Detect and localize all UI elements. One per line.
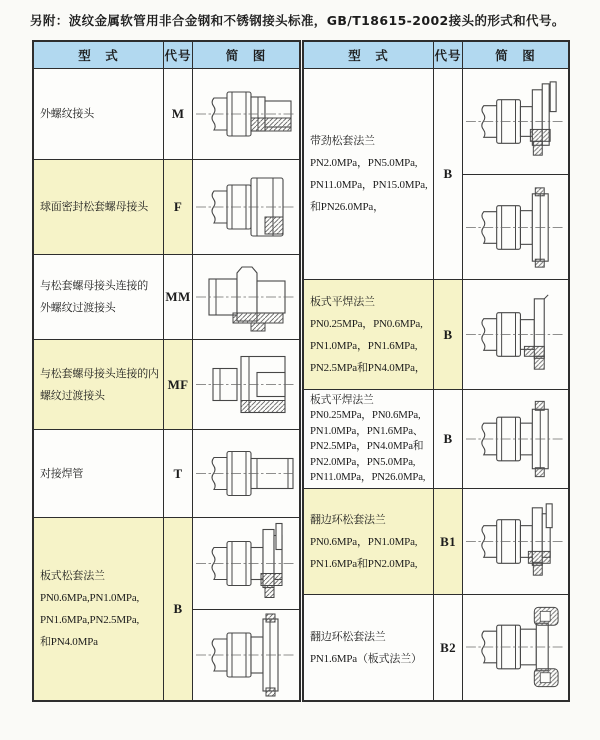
fitting-code-cell: B [434, 280, 463, 389]
fitting-type-text: 对接焊管 [40, 467, 84, 480]
table-row [304, 489, 568, 595]
neck-loose-flange-down-diagram [463, 174, 568, 279]
fitting-code-cell: F [164, 160, 193, 254]
table-row [34, 160, 299, 255]
table-row [34, 255, 299, 340]
fitting-type-text: PN11.0MPa，PN26.0MPa, [310, 471, 426, 483]
fitting-type-text: 与松套螺母接头连接的 [40, 280, 148, 292]
fitting-code-cell: B1 [434, 489, 463, 594]
table-row [304, 69, 568, 280]
fitting-type-text: 球面密封松套螺母接头 [40, 201, 148, 213]
fitting-type-text: PN2.0MPa，PN5.0MPa, [310, 157, 418, 169]
fitting-type-text: PN1.6MPa和PN2.0MPa, [310, 557, 418, 570]
fitting-diagram-cell [463, 595, 568, 700]
male-thread-joint-diagram [193, 69, 299, 159]
fitting-type-text: PN2.0MPa，PN5.0MPa, [310, 455, 416, 468]
fitting-type-text: PN1.0MPa，PN1.6MPa, [310, 339, 418, 352]
fittings-table-left [32, 40, 301, 702]
fitting-code-cell: T [164, 430, 193, 517]
fitting-type-text: 外螺纹过渡接头 [40, 302, 116, 314]
fitting-type-text: PN1.0MPa，PN1.6MPa、 [310, 424, 424, 437]
fitting-diagram-cell [463, 69, 568, 279]
table-row [34, 340, 299, 430]
table-row [304, 280, 568, 390]
fitting-type-cell [304, 390, 434, 488]
plate-weld-flange-diagram [463, 280, 568, 389]
table-row [304, 390, 568, 489]
column-header-type: 型 式 [304, 42, 434, 68]
fitting-type-text: 板式平焊法兰 [310, 393, 374, 406]
fitting-diagram-cell [463, 489, 568, 594]
fitting-type-text: 板式松套法兰 [40, 570, 105, 582]
fitting-code-cell: M [164, 69, 193, 159]
table-header-row [304, 42, 568, 69]
fitting-diagram-cell [463, 390, 568, 488]
fitting-code-cell: B [434, 69, 463, 279]
fitting-diagram-cell [193, 518, 299, 700]
fitting-type-cell [34, 69, 164, 159]
fitting-type-cell [304, 595, 434, 700]
fitting-diagram-cell [193, 430, 299, 517]
fitting-type-cell [34, 255, 164, 339]
page-title: 另附：波纹金属软管用非合金钢和不锈钢接头标准，GB/T18615-2002接头的形式和代号。 [30, 13, 565, 28]
fitting-type-text: PN2.5MPa，PN4.0MPa和 [310, 440, 424, 452]
table-row [34, 430, 299, 518]
fitting-diagram-cell [463, 280, 568, 389]
butt-weld-pipe-diagram [193, 430, 299, 517]
loose-plate-flange-down-diagram [193, 609, 299, 700]
fitting-code-cell: B [434, 390, 463, 488]
fitting-type-text: 带劲松套法兰 [310, 135, 375, 147]
fitting-type-cell [34, 430, 164, 517]
fitting-type-cell [34, 518, 164, 700]
fitting-type-text: PN0.25MPa，PN0.6MPa, [310, 409, 421, 421]
fitting-diagram-cell [193, 69, 299, 159]
neck-loose-flange-up-diagram [463, 69, 568, 174]
fitting-code-cell: MM [164, 255, 193, 339]
fittings-table-right [302, 40, 570, 702]
column-header-diagram: 简 图 [463, 42, 568, 68]
loose-plate-flange-up-diagram [193, 518, 299, 609]
fitting-code-cell: B [164, 518, 193, 700]
fitting-type-text: 和PN4.0MPa [40, 636, 98, 648]
fitting-type-text: PN0.6MPa,PN1.0MPa, [40, 592, 140, 604]
lapped-ring-flange-b2-diagram [463, 595, 568, 699]
table-row [34, 518, 299, 700]
fitting-code-cell: B2 [434, 595, 463, 700]
table-row [304, 595, 568, 700]
fitting-type-text: 和PN26.0MPa， [310, 201, 384, 213]
lapped-ring-flange-b1-diagram [463, 489, 568, 594]
fitting-type-text: 翻边环松套法兰 [310, 630, 386, 643]
table-row [34, 69, 299, 160]
fitting-type-cell [304, 280, 434, 389]
male-male-adapter-diagram [193, 255, 299, 339]
fitting-type-text: 螺纹过渡接头 [40, 389, 105, 402]
fitting-type-text: 与松套螺母接头连接的内 [40, 367, 159, 380]
spherical-seal-nut-joint-diagram [193, 160, 299, 254]
fitting-type-cell [304, 489, 434, 594]
fitting-diagram-cell [193, 160, 299, 254]
plate-weld-flange-bolted-diagram [463, 390, 568, 488]
fitting-code-cell: MF [164, 340, 193, 429]
fitting-type-text: PN1.6MPa,PN2.5MPa, [40, 614, 140, 626]
fitting-type-text: 翻边环松套法兰 [310, 513, 386, 526]
fitting-type-cell [34, 340, 164, 429]
fitting-type-text: PN11.0MPa，PN15.0MPa, [310, 179, 428, 191]
column-header-code: 代号 [434, 42, 463, 68]
column-header-code: 代号 [164, 42, 193, 68]
fitting-diagram-cell [193, 340, 299, 429]
fitting-type-text: PN0.25MPa，PN0.6MPa, [310, 317, 423, 330]
fitting-type-cell [34, 160, 164, 254]
column-header-type: 型 式 [34, 42, 164, 68]
fitting-type-text: 板式平焊法兰 [310, 295, 375, 308]
column-header-diagram: 简 图 [193, 42, 299, 68]
fitting-type-cell [304, 69, 434, 279]
table-header-row [34, 42, 299, 69]
fitting-type-text: PN0.6MPa，PN1.0MPa, [310, 535, 418, 548]
fitting-diagram-cell [193, 255, 299, 339]
fitting-type-text: 外螺纹接头 [40, 108, 94, 120]
male-female-adapter-diagram [193, 340, 299, 429]
fitting-type-text: PN2.5MPa和PN4.0MPa， [310, 361, 426, 374]
fitting-type-text: PN1.6MPa（板式法兰） [310, 652, 422, 665]
